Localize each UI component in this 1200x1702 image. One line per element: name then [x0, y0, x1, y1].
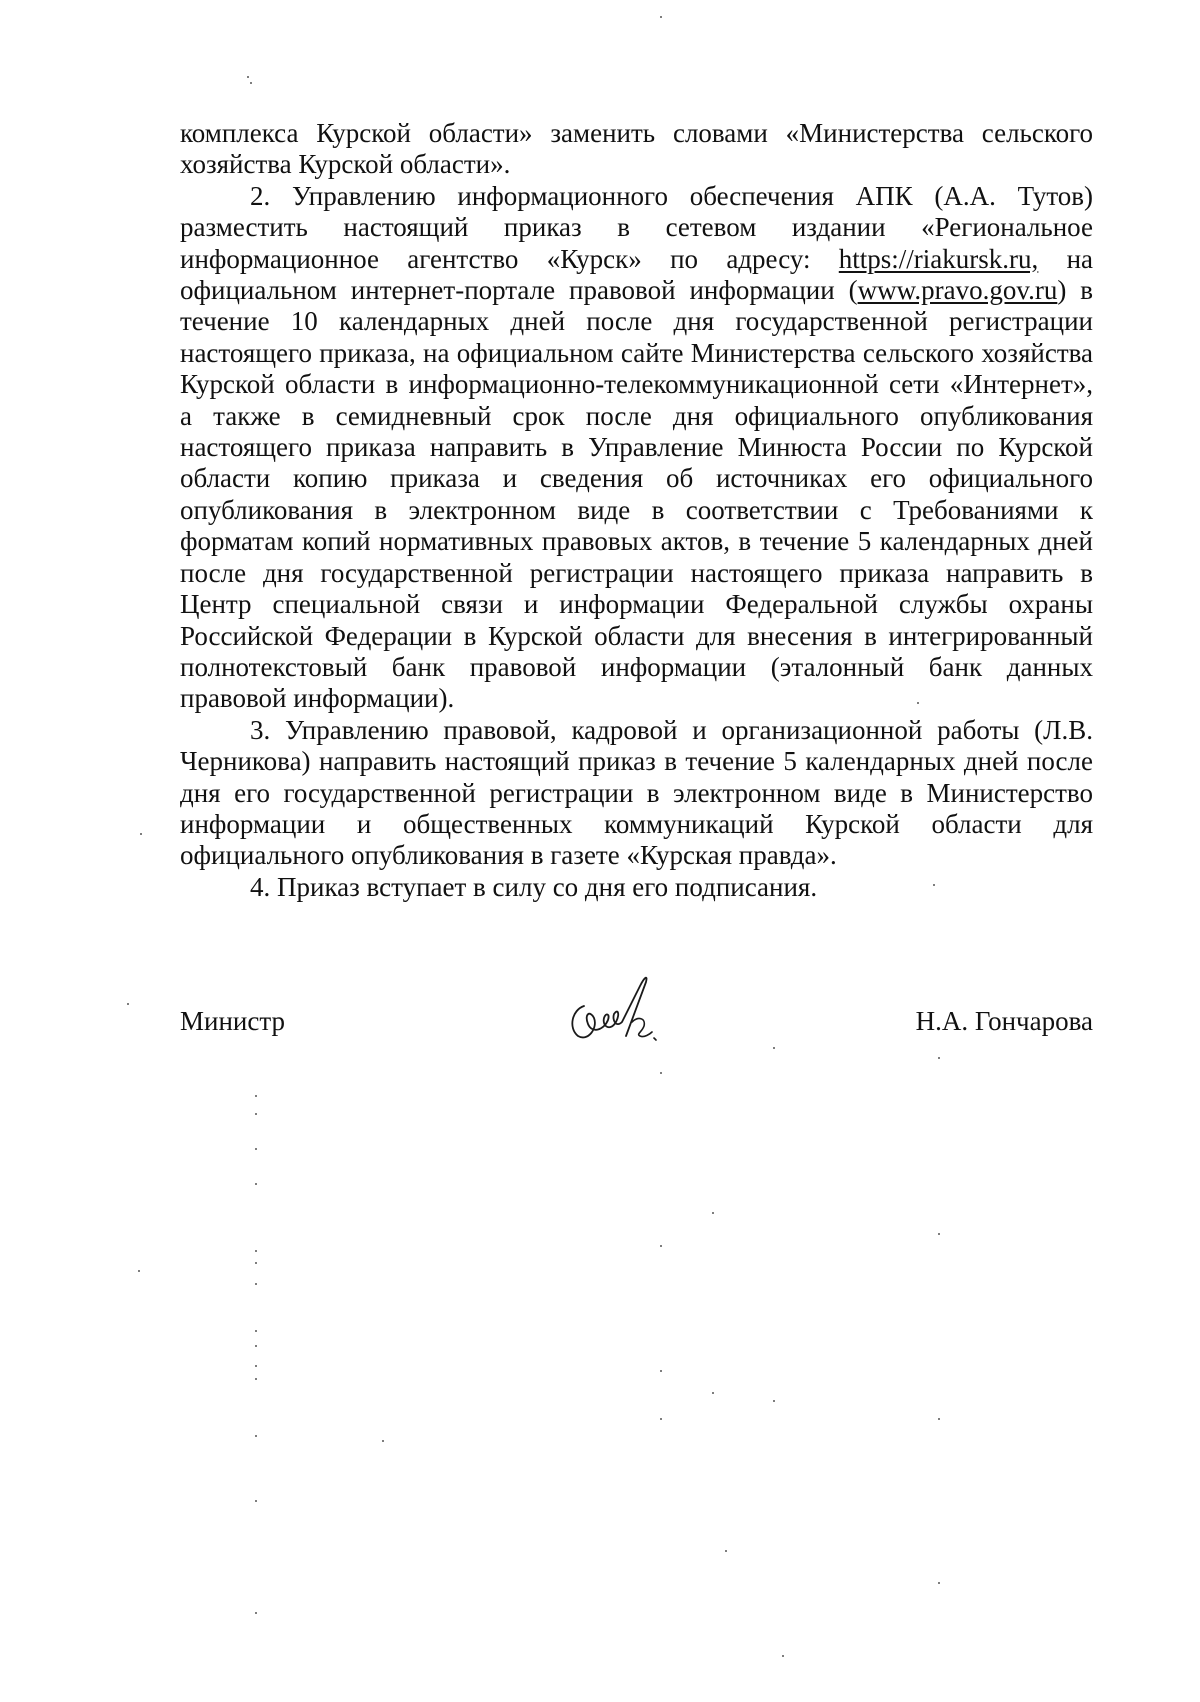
scan-speck — [782, 1655, 784, 1657]
scan-speck — [255, 1500, 257, 1502]
scan-speck — [255, 1612, 257, 1614]
scan-speck — [255, 1365, 257, 1367]
scan-speck — [938, 1582, 940, 1584]
handwritten-signature — [554, 966, 674, 1056]
scan-speck — [725, 1550, 727, 1552]
scan-speck — [255, 1435, 257, 1437]
paragraph-2-text-b: на официальном интернет-портале правовой информации ( — [180, 243, 1093, 306]
scan-speck — [660, 1418, 662, 1420]
paragraph-4-effective-date: 4. Приказ вступает в силу со дня его подписания. — [250, 871, 818, 902]
scan-speck — [933, 884, 935, 886]
scan-speck — [255, 1113, 257, 1115]
signer-name: Н.А. Гончарова — [915, 1006, 1093, 1036]
signer-title: Министр — [180, 1006, 285, 1036]
scan-speck — [255, 1095, 257, 1097]
paragraph-3-submission: 3. Управлению правовой, кадровой и организационной работы (Л.В. Черникова) направить настоящий приказ в течение 5 календарных дней после дня его государственной регистрации в электронном виде в Министерство информации и общественных коммуникаций Курской области для официального опубликования в газете «Курская правда». — [180, 714, 1093, 871]
scan-speck — [138, 1270, 140, 1272]
scan-speck — [773, 1400, 775, 1402]
scan-speck — [660, 1370, 662, 1372]
signature-block — [180, 992, 1093, 1052]
paragraph-2-publication — [180, 181, 1093, 715]
paragraph-1-continuation: комплекса Курской области» заменить словами «Министерства сельского хозяйства Курской области». — [180, 118, 1093, 180]
scan-speck — [382, 1440, 384, 1442]
scan-speck — [255, 1378, 257, 1380]
scan-speck — [255, 1262, 257, 1264]
scan-speck — [938, 1418, 940, 1420]
scan-speck — [938, 1233, 940, 1235]
scan-speck — [712, 1392, 714, 1394]
scan-speck — [938, 1057, 940, 1059]
scan-speck — [917, 702, 919, 704]
paragraph-2-text-a: 2. Управлению информационного обеспечения АПК (А.А. Тутов) разместить настоящий приказ в сетевом издании «Региональное информационное агентство «Курск» по адресу: — [180, 180, 1093, 274]
scan-speck — [660, 1245, 662, 1247]
order-body-text — [180, 118, 1093, 903]
scan-speck — [247, 76, 249, 78]
scan-speck — [127, 1003, 129, 1005]
scan-speck — [255, 1183, 257, 1185]
scan-speck — [250, 82, 252, 84]
scan-speck — [140, 833, 142, 835]
scan-speck — [773, 1047, 775, 1049]
scan-speck — [255, 1148, 257, 1150]
scan-speck — [712, 1212, 714, 1214]
paragraph-2-text-c: ) в течение 10 календарных дней после дня государственной регистрации настоящего приказа, на официальном сайте Министерства сельского хозяйства Курской области в информационно-телекоммуникационной сети «Интернет», а также в семидневный срок после дня официального опубликования настоящего приказа направить в Управление Минюста России по Курской области копию приказа и сведения об источниках его официального опубликования в электронном виде в соответствии с Требованиями к форматам копий нормативных правовых актов, в течение 5 календарных дней после дня государственной регистрации настоящего приказа направить в Центр специальной связи и информации Федеральной службы охраны Российской Федерации в Курской области для внесения в интегрированный полнотекстовый банк правовой информации (эталонный банк данных правовой информации). — [180, 275, 1093, 714]
scan-speck — [255, 1345, 257, 1347]
scan-speck — [255, 1283, 257, 1285]
riakursk-link[interactable]: https://riakursk.ru, — [838, 243, 1039, 274]
scan-speck — [660, 16, 662, 18]
scan-speck — [255, 1330, 257, 1332]
scan-speck — [660, 1072, 662, 1074]
pravo-gov-link[interactable]: www.pravo.gov.ru — [857, 275, 1058, 306]
scan-speck — [255, 1250, 257, 1252]
